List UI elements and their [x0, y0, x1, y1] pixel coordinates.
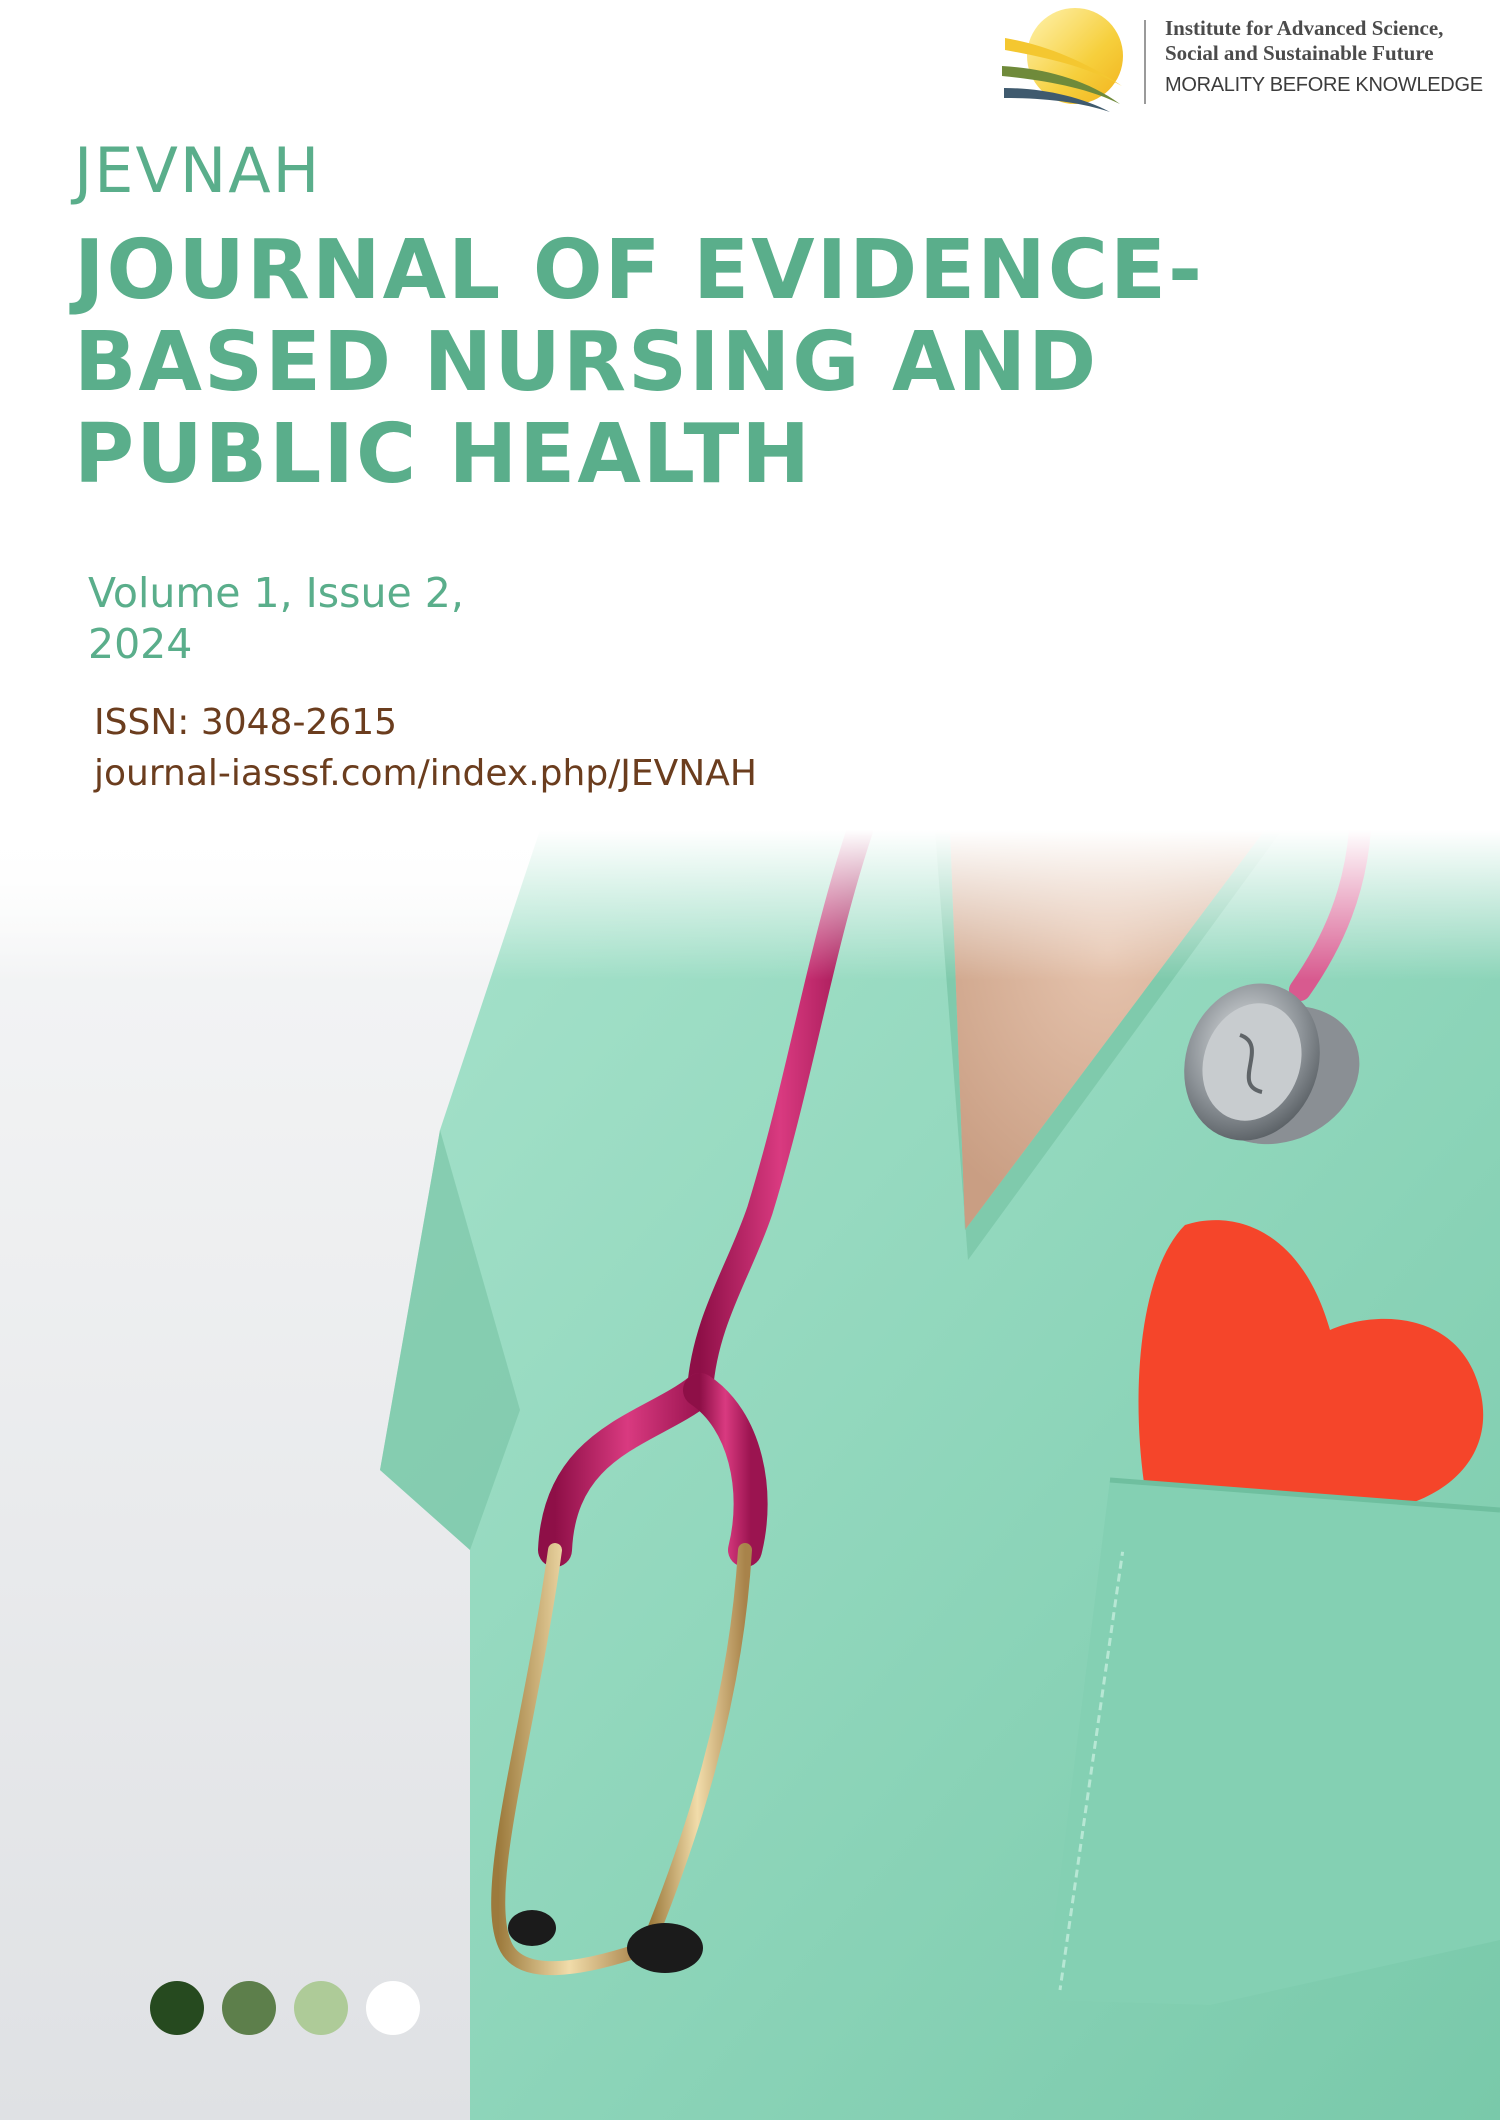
publisher-name-line1: Institute for Advanced Science,: [1165, 16, 1444, 40]
issn-number: ISSN: 3048-2615: [94, 702, 398, 743]
issue-info: [88, 568, 508, 670]
journal-abbreviation: JEVNAH: [74, 134, 322, 207]
logo-divider: [1144, 20, 1146, 104]
stethoscope-eartip-icon: [627, 1923, 703, 1973]
palette-dot-1: [150, 1981, 204, 2035]
issue-volume: Volume 1, Issue 2,: [88, 569, 464, 617]
cover-illustration: [0, 830, 1500, 2120]
publisher-name-line2: Social and Sustainable Future: [1165, 41, 1434, 65]
color-palette: [150, 1981, 420, 2035]
journal-url: journal-iasssf.com/index.php/JEVNAH: [94, 753, 757, 794]
journal-title-line2: BASED NURSING AND: [74, 315, 1099, 410]
cover-photo: [0, 830, 1500, 2120]
publisher-motto: MORALITY BEFORE KNOWLEDGE: [1165, 74, 1483, 96]
palette-dot-4: [366, 1981, 420, 2035]
publisher-name: [1165, 16, 1443, 66]
publisher-logo: [1000, 8, 1490, 113]
journal-title: [74, 225, 1394, 501]
issue-year: 2024: [88, 620, 193, 668]
journal-title-line1: JOURNAL OF EVIDENCE-: [74, 223, 1205, 318]
palette-dot-2: [222, 1981, 276, 2035]
sun-swoosh-logo-icon: [1000, 8, 1135, 113]
journal-title-line3: PUBLIC HEALTH: [74, 407, 813, 502]
palette-dot-3: [294, 1981, 348, 2035]
